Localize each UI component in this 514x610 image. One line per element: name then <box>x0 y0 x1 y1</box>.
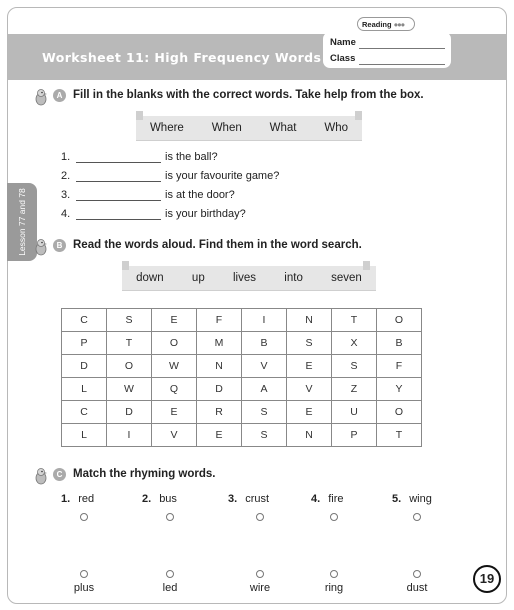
match-number: 3. <box>228 493 238 505</box>
grid-cell[interactable]: V <box>152 424 197 447</box>
match-right-word: ring <box>324 582 344 594</box>
grid-cell[interactable]: E <box>197 424 242 447</box>
match-dot[interactable] <box>413 513 421 521</box>
match-right-word: led <box>162 582 178 594</box>
sentence-text: is your favourite game? <box>165 170 280 182</box>
grid-cell[interactable]: S <box>287 332 332 355</box>
match-left-item <box>392 493 472 505</box>
grid-cell[interactable]: Z <box>332 378 377 401</box>
match-word: wing <box>409 493 432 505</box>
grid-cell[interactable]: D <box>107 401 152 424</box>
reading-badge <box>357 17 415 31</box>
worksheet-title: Worksheet 11: High Frequency Words <box>42 50 322 65</box>
grid-cell[interactable]: T <box>377 424 422 447</box>
grid-cell[interactable]: S <box>332 355 377 378</box>
class-label: Class <box>330 53 356 64</box>
section-c-instruction: Match the rhyming words. <box>73 468 216 480</box>
grid-cell[interactable]: O <box>377 401 422 424</box>
grid-cell[interactable]: O <box>377 309 422 332</box>
match-number: 4. <box>311 493 321 505</box>
tape <box>136 111 143 120</box>
grid-cell[interactable]: S <box>107 309 152 332</box>
name-field[interactable] <box>359 48 445 49</box>
reading-level-icon: ●●● <box>393 20 405 29</box>
match-dot[interactable] <box>330 570 338 578</box>
match-right-word: plus <box>73 582 95 594</box>
grid-cell[interactable]: U <box>332 401 377 424</box>
lesson-label: Lesson 77 and 78 <box>17 188 27 256</box>
match-word: bus <box>159 493 177 505</box>
bird-icon <box>33 88 49 108</box>
bird-icon <box>33 467 49 487</box>
grid-row <box>62 309 422 332</box>
match-number: 2. <box>142 493 152 505</box>
match-left-item <box>142 493 222 505</box>
word-box-b <box>122 266 376 290</box>
grid-cell[interactable]: Q <box>152 378 197 401</box>
grid-cell[interactable]: X <box>332 332 377 355</box>
match-right-word: wire <box>249 582 271 594</box>
answer-blank[interactable] <box>76 181 161 182</box>
section-b-instruction: Read the words aloud. Find them in the word search. <box>73 239 362 251</box>
section-a-instruction: Fill in the blanks with the correct words. Take help from the box. <box>73 89 424 101</box>
grid-cell[interactable]: D <box>197 378 242 401</box>
grid-cell[interactable]: D <box>62 355 107 378</box>
match-left-item <box>228 493 308 505</box>
answer-blank[interactable] <box>76 200 161 201</box>
match-word: red <box>78 493 95 505</box>
grid-cell[interactable]: T <box>332 309 377 332</box>
grid-cell[interactable]: A <box>242 378 287 401</box>
grid-cell[interactable]: R <box>197 401 242 424</box>
grid-cell[interactable]: E <box>152 401 197 424</box>
grid-cell[interactable]: W <box>107 378 152 401</box>
word-box-item: What <box>269 122 297 134</box>
grid-cell[interactable]: W <box>152 355 197 378</box>
word-box-item: When <box>211 122 242 134</box>
grid-cell[interactable]: P <box>332 424 377 447</box>
grid-cell[interactable]: O <box>152 332 197 355</box>
word-box-a <box>136 116 362 140</box>
match-dot[interactable] <box>166 513 174 521</box>
grid-row <box>62 332 422 355</box>
match-word: fire <box>328 493 344 505</box>
class-field[interactable] <box>359 64 445 65</box>
match-dot[interactable] <box>256 513 264 521</box>
grid-cell[interactable]: E <box>287 355 332 378</box>
grid-row <box>62 355 422 378</box>
grid-cell[interactable]: N <box>197 355 242 378</box>
grid-cell[interactable]: F <box>377 355 422 378</box>
word-box-item: lives <box>233 272 257 284</box>
match-left-item <box>61 493 141 505</box>
tape <box>122 261 129 270</box>
match-number: 5. <box>392 493 402 505</box>
grid-row <box>62 378 422 401</box>
grid-row <box>62 424 422 447</box>
grid-cell[interactable]: I <box>242 309 287 332</box>
grid-row <box>62 401 422 424</box>
name-class-box <box>323 32 451 68</box>
match-number: 1. <box>61 493 71 505</box>
answer-blank[interactable] <box>76 219 161 220</box>
word-box-item: Who <box>324 122 349 134</box>
word-box-item: up <box>191 272 205 284</box>
name-label: Name <box>330 37 356 48</box>
sentence-text: is the ball? <box>165 151 218 163</box>
tape <box>363 261 370 270</box>
grid-cell[interactable]: C <box>62 309 107 332</box>
grid-cell[interactable]: N <box>287 309 332 332</box>
reading-label: Reading <box>362 20 392 29</box>
grid-cell[interactable]: S <box>242 424 287 447</box>
match-dot[interactable] <box>80 570 88 578</box>
sentence-number: 2. <box>61 170 71 182</box>
section-b-badge: B <box>53 239 66 252</box>
bird-icon <box>33 238 49 258</box>
sentence-text: is your birthday? <box>165 208 246 220</box>
match-dot[interactable] <box>80 513 88 521</box>
section-c-badge: C <box>53 468 66 481</box>
grid-cell[interactable]: L <box>62 424 107 447</box>
match-dot[interactable] <box>330 513 338 521</box>
word-box-item: into <box>284 272 303 284</box>
word-search-grid <box>61 308 422 447</box>
grid-cell[interactable]: I <box>107 424 152 447</box>
grid-cell[interactable]: B <box>242 332 287 355</box>
grid-cell[interactable]: E <box>152 309 197 332</box>
sentence-number: 4. <box>61 208 71 220</box>
match-left-item <box>311 493 391 505</box>
grid-cell[interactable]: E <box>287 401 332 424</box>
sentence-number: 1. <box>61 151 71 163</box>
answer-blank[interactable] <box>76 162 161 163</box>
word-box-item: Where <box>149 122 184 134</box>
grid-cell[interactable]: N <box>287 424 332 447</box>
grid-cell[interactable]: F <box>197 309 242 332</box>
sentence-text: is at the door? <box>165 189 235 201</box>
grid-cell[interactable]: L <box>62 378 107 401</box>
match-right-word: dust <box>406 582 428 594</box>
match-dot[interactable] <box>413 570 421 578</box>
section-a-badge: A <box>53 89 66 102</box>
grid-cell[interactable]: T <box>107 332 152 355</box>
grid-cell[interactable]: S <box>242 401 287 424</box>
grid-cell[interactable]: O <box>107 355 152 378</box>
grid-cell[interactable]: Y <box>377 378 422 401</box>
grid-cell[interactable]: V <box>242 355 287 378</box>
grid-cell[interactable]: B <box>377 332 422 355</box>
grid-cell[interactable]: C <box>62 401 107 424</box>
tape <box>355 111 362 120</box>
grid-cell[interactable]: M <box>197 332 242 355</box>
word-box-item: seven <box>331 272 362 284</box>
grid-cell[interactable]: V <box>287 378 332 401</box>
match-word: crust <box>245 493 270 505</box>
match-dot[interactable] <box>256 570 264 578</box>
grid-cell[interactable]: P <box>62 332 107 355</box>
page-number: 19 <box>473 565 501 593</box>
sentence-number: 3. <box>61 189 71 201</box>
match-dot[interactable] <box>166 570 174 578</box>
word-box-item: down <box>136 272 164 284</box>
